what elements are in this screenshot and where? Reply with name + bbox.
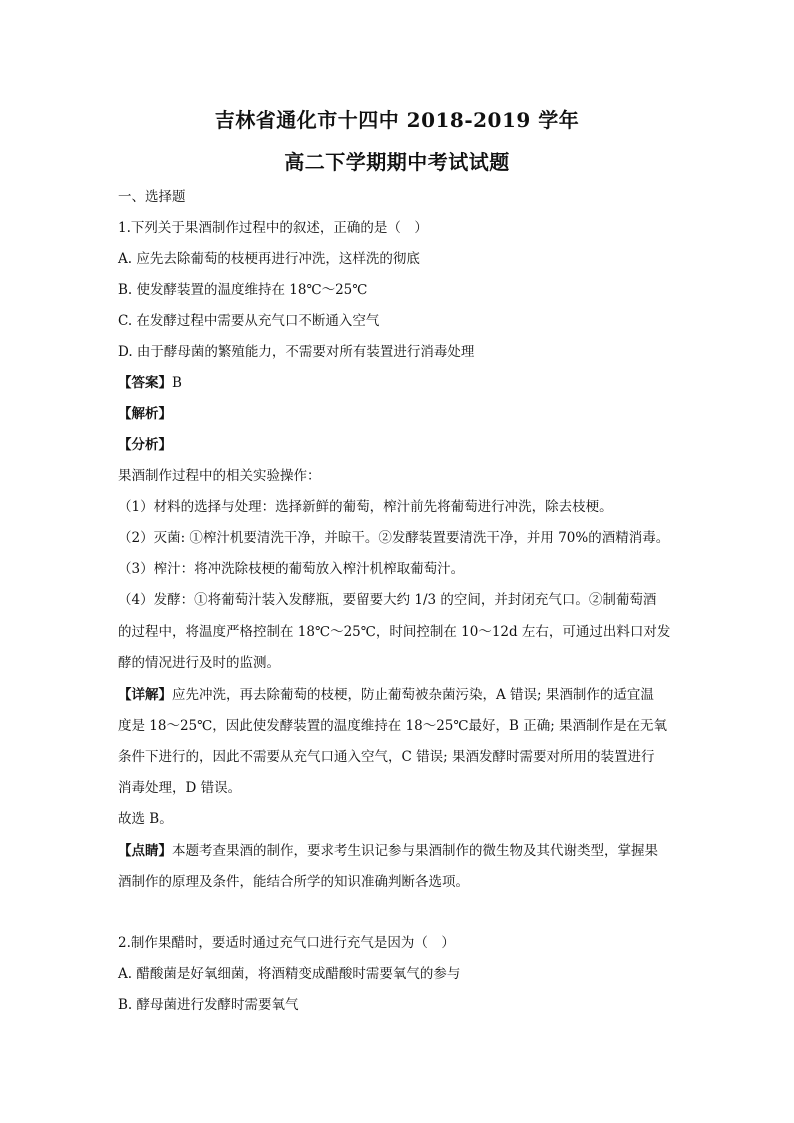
fenxi-line: 酵的情况进行及时的监测。 bbox=[118, 655, 280, 671]
answer-value: B bbox=[172, 375, 182, 391]
detail-label: 【详解】 bbox=[118, 687, 172, 703]
fenxi-line: 果酒制作过程中的相关实验操作： bbox=[118, 468, 321, 484]
question-1-option-b: B. 使发酵装置的温度维持在 18℃～25℃ bbox=[118, 282, 368, 298]
detail-line bbox=[118, 686, 683, 704]
detail-line: 条件下进行的，因此不需要从充气口通入空气，C 错误; 果酒发酵时需要对所用的装置进行 bbox=[118, 749, 655, 765]
analysis-label: 【解析】 bbox=[118, 406, 172, 422]
answer-line bbox=[118, 374, 683, 392]
conclusion: 故选 B。 bbox=[118, 811, 173, 827]
fenxi-line: （1）材料的选择与处理：选择新鲜的葡萄，榨汁前先将葡萄进行冲洗，除去枝梗。 bbox=[118, 499, 613, 515]
question-2-option-b: B. 酵母菌进行发酵时需要氧气 bbox=[118, 997, 299, 1013]
section-label: 一、选择题 bbox=[118, 189, 186, 205]
answer-label: 【答案】 bbox=[118, 375, 172, 391]
dianjing-text: 本题考查果酒的制作，要求考生识记参与果酒制作的微生物及其代谢类型，掌握果 bbox=[172, 843, 658, 859]
fenxi-line: 的过程中，将温度严格控制在 18℃～25℃，时间控制在 10～12d 左右，可通过出料口对发 bbox=[118, 624, 671, 640]
fenxi-label: 【分析】 bbox=[118, 437, 172, 453]
question-1-option-d: D. 由于酵母菌的繁殖能力，不需要对所有装置进行消毒处理 bbox=[118, 344, 475, 360]
question-1-option-a: A. 应先去除葡萄的枝梗再进行冲洗，这样洗的彻底 bbox=[118, 251, 420, 267]
question-2-stem: 2.制作果醋时，要适时通过充气口进行充气是因为（ ） bbox=[118, 935, 455, 951]
dianjing-line bbox=[118, 842, 683, 860]
fenxi-line: （2）灭菌: ①榨汁机要清洗干净，并晾干。②发酵装置要清洗干净，并用 70%的酒精消毒。 bbox=[118, 530, 670, 546]
fenxi-line: （3）榨汁：将冲洗除枝梗的葡萄放入榨汁机榨取葡萄汁。 bbox=[118, 561, 465, 577]
detail-text: 应先冲洗，再去除葡萄的枝梗，防止葡萄被杂菌污染，A 错误; 果酒制作的适宜温 bbox=[172, 687, 654, 703]
fenxi-line: （4）发酵：①将葡萄汁装入发酵瓶，要留要大约 1/3 的空间，并封闭充气口。②制葡萄酒 bbox=[118, 592, 657, 608]
question-2-option-a: A. 醋酸菌是好氧细菌，将酒精变成醋酸时需要氧气的参与 bbox=[118, 966, 461, 982]
document-title-line-2: 高二下学期期中考试试题 bbox=[284, 150, 510, 174]
detail-line: 消毒处理，D 错误。 bbox=[118, 780, 242, 796]
question-1-stem: 1.下列关于果酒制作过程中的叙述，正确的是（ ） bbox=[118, 220, 428, 236]
question-1-option-c: C. 在发酵过程中需要从充气口不断通入空气 bbox=[118, 313, 380, 329]
document-title-line-1: 吉林省通化市十四中 2018-2019 学年 bbox=[214, 108, 580, 132]
dianjing-line: 酒制作的原理及条件，能结合所学的知识准确判断各选项。 bbox=[118, 874, 469, 890]
dianjing-label: 【点睛】 bbox=[118, 843, 172, 859]
detail-line: 度是 18～25℃，因此使发酵装置的温度维持在 18～25℃最好，B 正确; 果酒制作是在无氧 bbox=[118, 718, 668, 734]
